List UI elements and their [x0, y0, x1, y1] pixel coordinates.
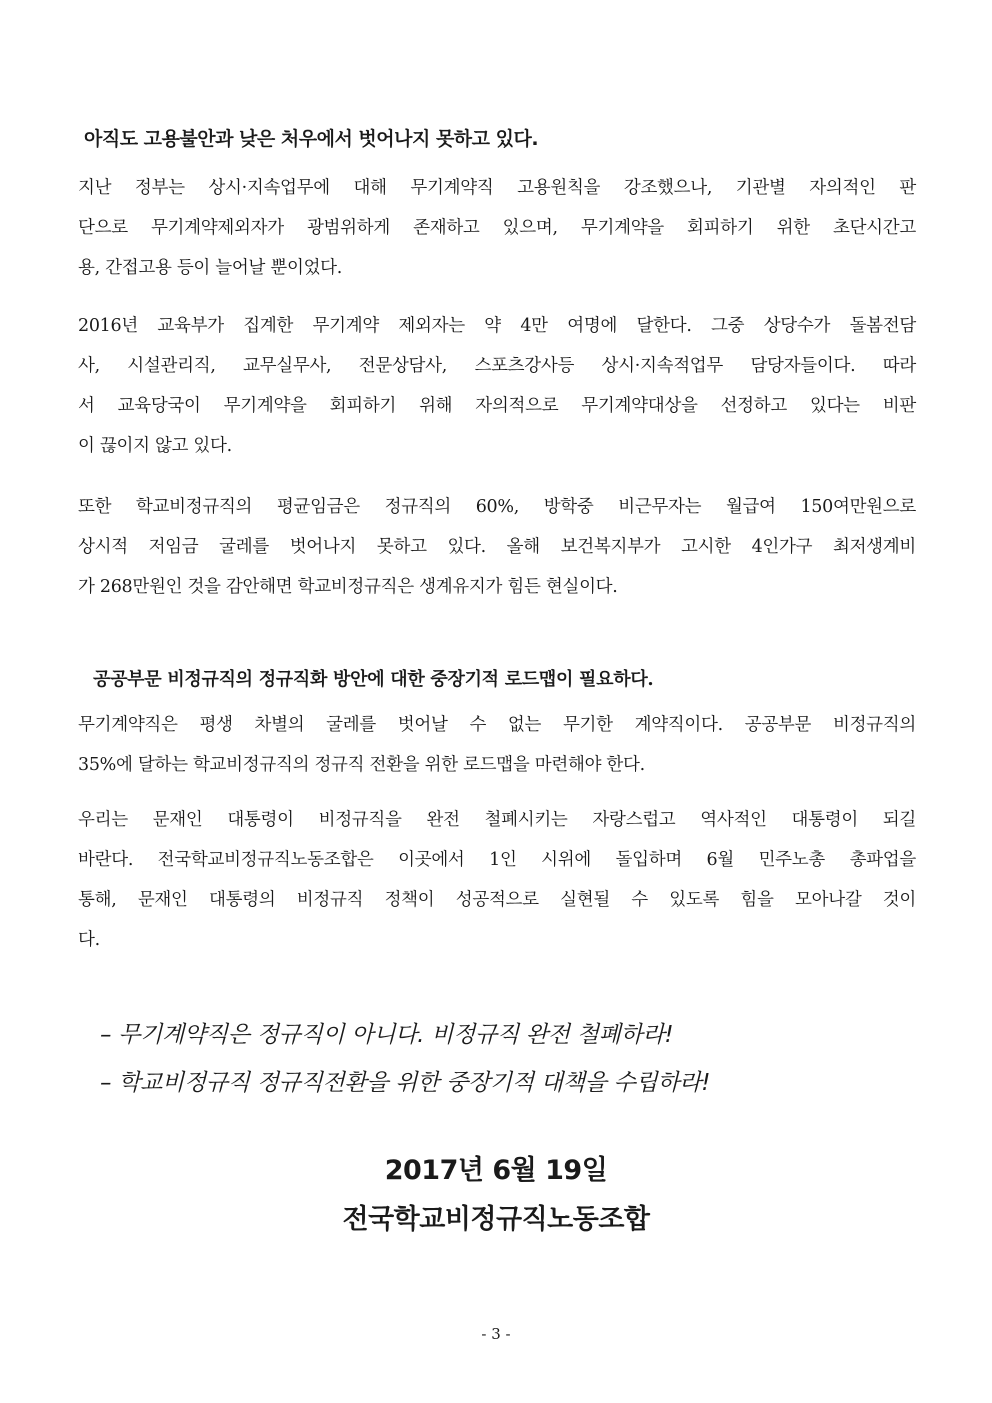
text-line: 35%에 달하는 학교비정규직의 정규직 전환을 위한 로드맵을 마련해야 한다. — [78, 755, 645, 775]
text-line: 상시적 저임금 굴레를 벗어나지 못하고 있다. 올해 보건복지부가 고시한 4인가구 최저생계비 — [78, 537, 916, 557]
paragraph — [78, 306, 916, 466]
text-line: 가 268만원인 것을 감안해면 학교비정규직은 생계유지가 힘든 현실이다. — [78, 577, 618, 597]
text-line: 또한 학교비정규직의 평균임금은 정규직의 60%, 방학중 비근무자는 월급여 150여만원으로 — [78, 497, 916, 517]
section-heading-employment-insecurity: 아직도 고용불안과 낮은 처우에서 벗어나지 못하고 있다. — [84, 128, 539, 150]
page-number: - 3 - — [481, 1325, 511, 1343]
paragraph — [78, 487, 916, 607]
paragraph — [78, 800, 916, 960]
text-line: 다. — [78, 930, 100, 950]
text-line: 지난 정부는 상시·지속업무에 대해 무기계약직 고용원칙을 강조했으나, 기관별 자의적인 판 — [78, 178, 916, 198]
text-line: 통해, 문재인 대통령의 비정규직 정책이 성공적으로 실현될 수 있도록 힘을 모아나갈 것이 — [78, 890, 916, 910]
text-line: 용, 간접고용 등이 늘어날 뿐이었다. — [78, 258, 343, 278]
organization-name: 전국학교비정규직노동조합 — [342, 1204, 650, 1235]
paragraph — [78, 168, 916, 288]
text-line: 바란다. 전국학교비정규직노동조합은 이곳에서 1인 시위에 돌입하며 6월 민주노총 총파업을 — [78, 850, 916, 870]
text-line: 이 끊이지 않고 있다. — [78, 436, 232, 456]
text-line: 우리는 문재인 대통령이 비정규직을 완전 철폐시키는 자랑스럽고 역사적인 대통령이 되길 — [78, 810, 916, 830]
slogan-conversion-plan: – 학교비정규직 정규직전환을 위한 중장기적 대책을 수립하라! — [100, 1070, 711, 1096]
text-line: 서 교육당국이 무기계약을 회피하기 위해 자의적으로 무기계약대상을 선정하고 있다는 비판 — [78, 396, 916, 416]
text-line: 2016년 교육부가 집계한 무기계약 제외자는 약 4만 여명에 달한다. 그중 상당수가 돌봄전담 — [78, 316, 916, 336]
text-line: 사, 시설관리직, 교무실무사, 전문상담사, 스포츠강사등 상시·지속적업무 담당자들이다. 따라 — [78, 356, 916, 376]
document-date: 2017년 6월 19일 — [384, 1155, 608, 1186]
text-line: 단으로 무기계약제외자가 광범위하게 존재하고 있으며, 무기계약을 회피하기 위한 초단시간고 — [78, 218, 916, 238]
slogan-abolish-irregular: – 무기계약직은 정규직이 아니다. 비정규직 완전 철폐하라! — [100, 1022, 674, 1048]
text-line: 무기계약직은 평생 차별의 굴레를 벗어날 수 없는 무기한 계약직이다. 공공부문 비정규직의 — [78, 715, 916, 735]
paragraph — [78, 705, 916, 785]
section-heading-roadmap: 공공부문 비정규직의 정규직화 방안에 대한 중장기적 로드맵이 필요하다. — [93, 669, 654, 690]
